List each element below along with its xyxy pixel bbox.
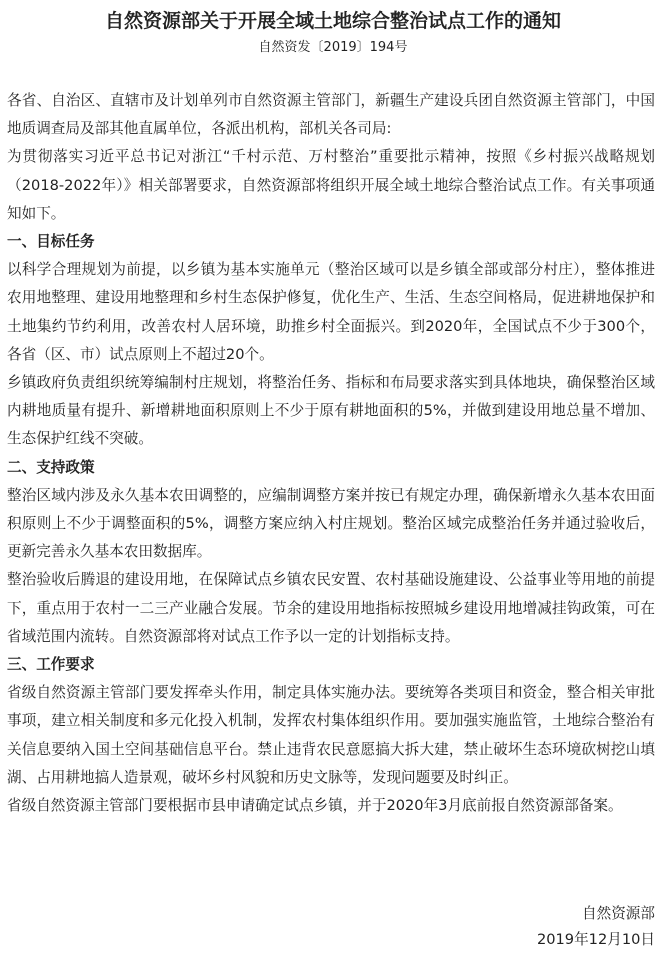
section-paragraph: 整治验收后腾退的建设用地，在保障试点乡镇农民安置、农村基础设施建设、公益事业等用地的前提下，重点用于农村一二三产业融合发展。节余的建设用地指标按照城乡建设用地增减挂钩政策，可在省域范围内流转。自然资源部将对试点工作予以一定的计划指标支持。	[7, 571, 655, 645]
issuer-name: 自然资源部	[582, 905, 655, 922]
salutation: 各省、自治区、直辖市及计划单列市自然资源主管部门，新疆生产建设兵团自然资源主管部门，中国地质调查局及部其他直属单位，各派出机构，部机关各司局:	[7, 92, 655, 138]
section-paragraph: 以科学合理规划为前提，以乡镇为基本实施单元（整治区域可以是乡镇全部或部分村庄），整体推进农用地整理、建设用地整理和乡村生态保护修复，优化生产、生活、生态空间格局，促进耕地保护和土地集约节约利用，改善农村人居环境，助推乡村全面振兴。到2020年，全国试点不少于300个，各省（区、市）试点原则上不超过20个。	[7, 261, 655, 363]
section-heading: 三、工作要求	[7, 656, 95, 674]
section-heading: 二、支持政策	[7, 458, 95, 476]
section-paragraph: 乡镇政府负责组织统筹编制村庄规划，将整治任务、指标和布局要求落实到具体地块，确保整治区域内耕地质量有提升、新增耕地面积原则上不少于原有耕地面积的5%，并做到建设用地总量不增加、生态保护红线不突破。	[7, 374, 655, 448]
issue-date: 2019年12月10日	[536, 931, 655, 948]
document-number: 自然资发〔2019〕194号	[258, 40, 408, 55]
section-paragraph: 省级自然资源主管部门要根据市县申请确定试点乡镇，并于2020年3月底前报自然资源部备案。	[7, 797, 623, 815]
document-body	[7, 87, 655, 820]
section-requirements	[7, 651, 655, 820]
signature-block	[537, 901, 655, 953]
document-title: 自然资源部关于开展全域土地综合整治试点工作的通知	[104, 10, 561, 32]
section-heading: 一、目标任务	[7, 233, 95, 251]
section-policies	[7, 454, 655, 651]
section-goals	[7, 228, 655, 454]
section-paragraph: 整治区域内涉及永久基本农田调整的，应编制调整方案并按已有规定办理，确保新增永久基本农田面积原则上不少于调整面积的5%，调整方案应纳入村庄规划。整治区域完成整治任务并通过验收后，更新完善永久基本农田数据库。	[7, 486, 655, 561]
intro-paragraph: 为贯彻落实习近平总书记对浙江“千村示范、万村整治”重要批示精神，按照《乡村振兴战略规划（2018-2022年）》相关部署要求，自然资源部将组织开展全域土地综合整治试点工作。有关事项通知如下。	[7, 148, 655, 222]
section-paragraph: 省级自然资源主管部门要发挥牵头作用，制定具体实施办法。要统筹各类项目和资金，整合相关审批事项，建立相关制度和多元化投入机制，发挥农村集体组织作用。要加强实施监管，土地综合整治有关信息要纳入国土空间基础信息平台。禁止违背农民意愿搞大拆大建，禁止破坏生态环境砍树挖山填湖、占用耕地搞人造景观，破坏乡村风貌和历史文脉等，发现问题要及时纠正。	[7, 684, 655, 786]
